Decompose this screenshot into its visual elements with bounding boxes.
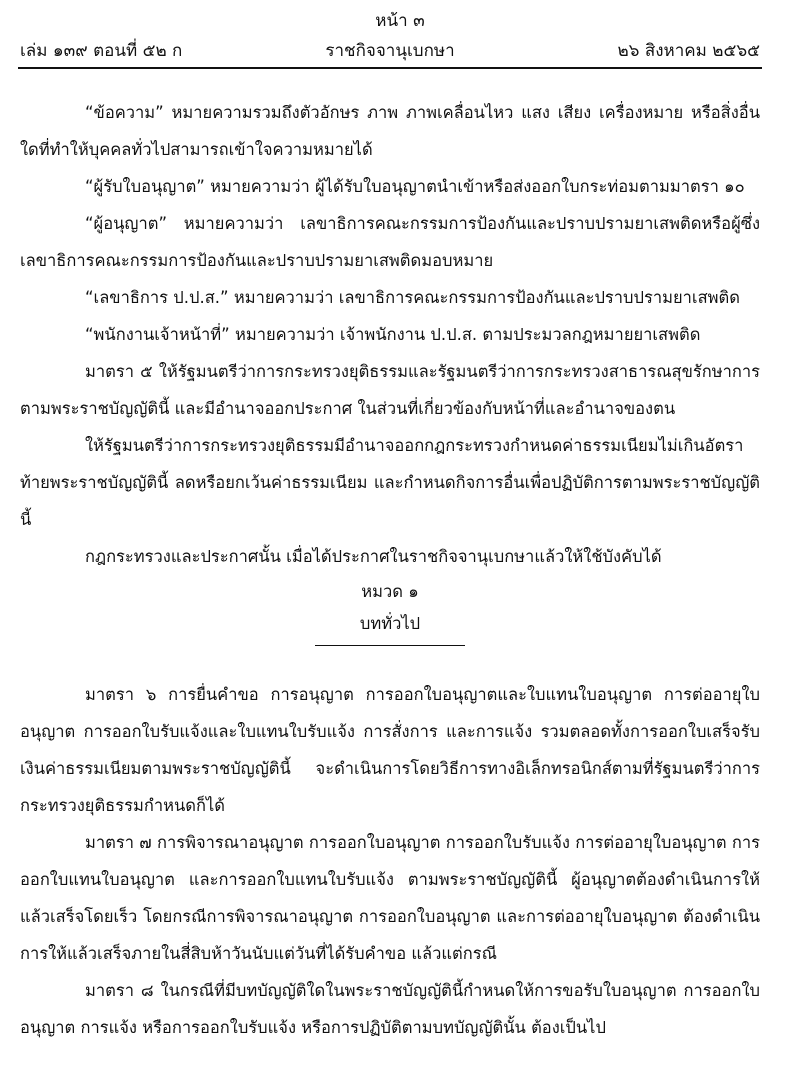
gazette-header — [20, 38, 760, 64]
header-divider — [18, 67, 762, 69]
definition-secretary-general: “เลขาธิการ ป.ป.ส.” หมายความว่า เลขาธิการคณะกรรมการป้องกันและปราบปรามยาเสพติด — [85, 288, 740, 307]
publication-name: ราชกิจจานุเบกษา — [325, 41, 455, 61]
page-number: หน้า ๓ — [375, 11, 425, 31]
section-7: มาตรา ๗ การพิจารณาอนุญาต การออกใบอนุญาต การออกใบรับแจ้ง การต่ออายุใบอนุญาต การออกใบแทนใบอนุญาต และการออกใบแทนใบรับแจ้ง ตามพระราชบัญญัตินี้ ผู้อนุญาตต้องดำเนินการให้แล้วเสร็จโดยเร็ว โดยกรณีการพิจารณาอนุญาต การออกใบอนุญาต และการต่ออายุใบอนุญาต ต้องดำเนินการให้แล้วเสร็จภายในสี่สิบห้าวันนับแต่วันที่ได้รับคำขอ แล้วแต่กรณี — [20, 833, 760, 963]
document-body — [20, 94, 760, 1046]
chapter-number: หมวด ๑ — [361, 582, 419, 601]
chapter-divider — [315, 645, 465, 646]
section-8: มาตรา ๘ ในกรณีที่มีบทบัญญัติใดในพระราชบัญญัตินี้กำหนดให้การขอรับใบอนุญาต การออกใบอนุญาต การแจ้ง หรือการออกใบรับแจ้ง หรือการปฏิบัติตามบทบัญญัตินั้น ต้องเป็นไป — [20, 981, 760, 1037]
definition-official: “พนักงานเจ้าหน้าที่” หมายความว่า เจ้าพนักงาน ป.ป.ส. ตามประมวลกฎหมายยาเสพติด — [85, 325, 701, 344]
publication-date: ๒๖ สิงหาคม ๒๕๖๕ — [617, 41, 760, 61]
section-5-paragraph-2: ให้รัฐมนตรีว่าการกระทรวงยุติธรรมมีอำนาจออกกฎกระทรวงกำหนดค่าธรรมเนียมไม่เกินอัตราท้ายพระราชบัญญัตินี้ ลดหรือยกเว้นค่าธรรมเนียม และกำหนดกิจการอื่นเพื่อปฏิบัติการตามพระราชบัญญัตินี้ — [20, 436, 760, 529]
section-6: มาตรา ๖ การยื่นคำขอ การอนุญาต การออกใบอนุญาตและใบแทนใบอนุญาต การต่ออายุใบอนุญาต การออกใบรับแจ้งและใบแทนใบรับแจ้ง การสั่งการ และการแจ้ง รวมตลอดทั้งการออกใบเสร็จรับเงินค่าธรรมเนียมตามพระราชบัญญัตินี้ จะดำเนินการโดยวิธีการทางอิเล็กทรอนิกส์ตามที่รัฐมนตรีว่าการกระทรวงยุติธรรมกำหนดก็ได้ — [20, 685, 760, 815]
definition-message: “ข้อความ” หมายความรวมถึงตัวอักษร ภาพ ภาพเคลื่อนไหว แสง เสียง เครื่องหมาย หรือสิ่งอื่นใดที่ทำให้บุคคลทั่วไปสามารถเข้าใจความหมายได้ — [20, 103, 760, 159]
section-5: มาตรา ๕ ให้รัฐมนตรีว่าการกระทรวงยุติธรรมและรัฐมนตรีว่าการกระทรวงสาธารณสุขรักษาการตามพระราชบัญญัตินี้ และมีอำนาจออกประกาศ ในส่วนที่เกี่ยวข้องกับหน้าที่และอำนาจของตน — [20, 362, 760, 418]
chapter-title: บททั่วไป — [359, 614, 421, 633]
definition-licensee: “ผู้รับใบอนุญาต” หมายความว่า ผู้ได้รับใบอนุญาตนำเข้าหรือส่งออกใบกระท่อมตามมาตรา ๑๐ — [85, 177, 745, 196]
volume-issue: เล่ม ๑๓๙ ตอนที่ ๕๒ ก — [20, 41, 183, 61]
section-5-paragraph-3: กฎกระทรวงและประกาศนั้น เมื่อได้ประกาศในราชกิจจานุเบกษาแล้วให้ใช้บังคับได้ — [85, 547, 662, 566]
definition-licensor: “ผู้อนุญาต” หมายความว่า เลขาธิการคณะกรรมการป้องกันและปราบปรามยาเสพติดหรือผู้ซึ่งเลขาธิการคณะกรรมการป้องกันและปราบปรามยาเสพติดมอบหมาย — [20, 214, 760, 270]
